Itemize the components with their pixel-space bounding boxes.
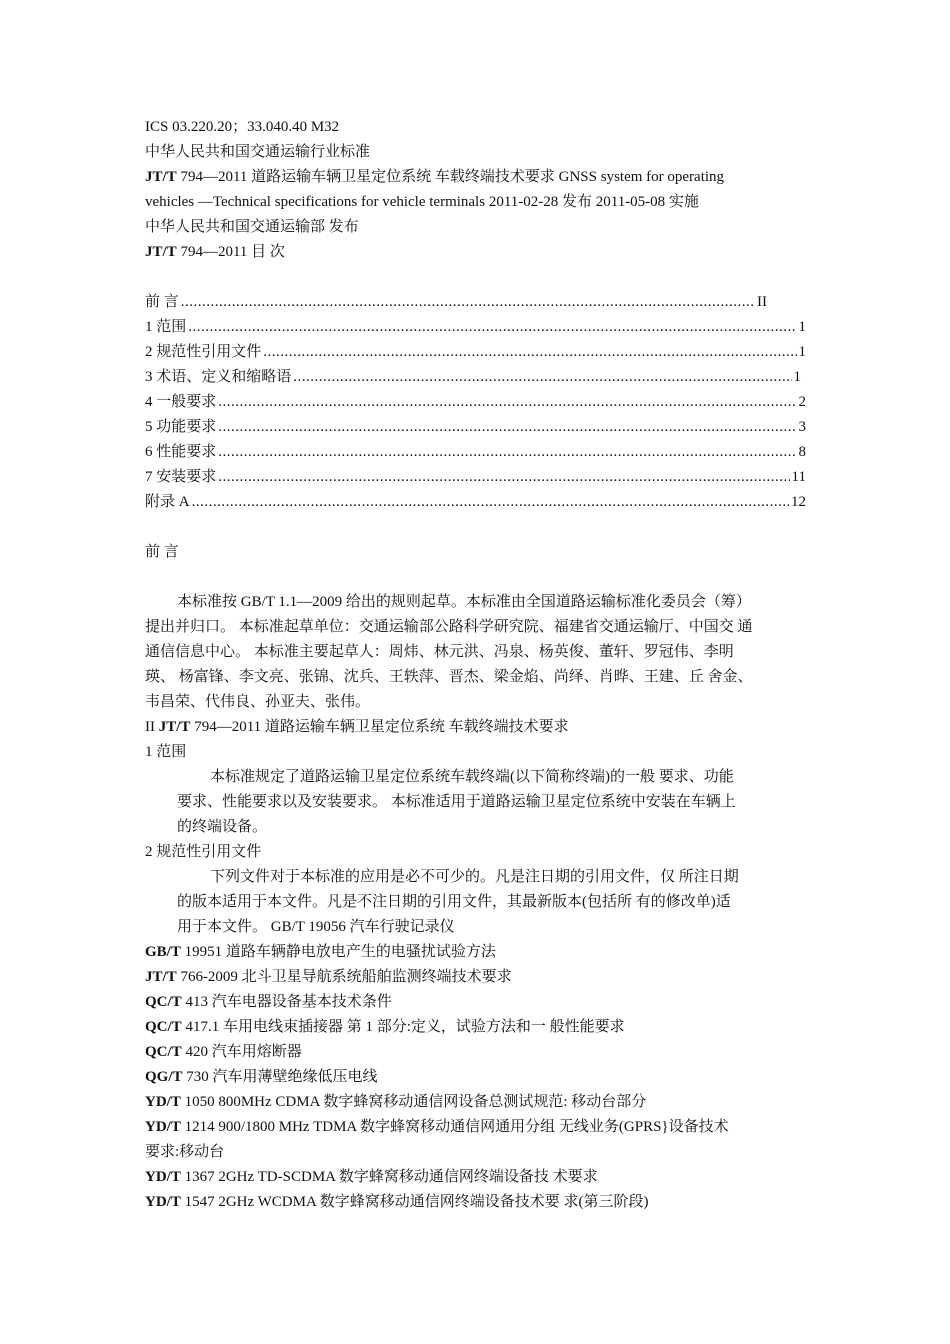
toc-leader xyxy=(181,292,755,312)
reference-text: 417.1 车用电线束插接器 第 1 部分:定义，试验方法和一 般性能要求 xyxy=(181,1019,625,1035)
reference-item xyxy=(145,967,512,987)
reference-text: 1547 2GHz WCDMA 数字蜂窝移动通信网终端设备技术要 求(第三阶段) xyxy=(180,1194,649,1210)
normative-heading: 2 规范性引用文件 xyxy=(145,844,262,860)
toc-entry[interactable] xyxy=(145,367,801,387)
reference-text: 730 汽车用薄壁绝缘低压电线 xyxy=(182,1069,378,1085)
reference-code: YD/T xyxy=(145,1119,181,1135)
normative-line: 下列文件对于本标准的应用是必不可少的。凡是注日期的引用文件，仅 所注日期 xyxy=(210,869,739,885)
toc-leader xyxy=(192,492,789,512)
normative-line: 用于本文件。 GB/T 19056 汽车行驶记录仪 xyxy=(177,919,455,935)
foreword-line: 韦昌荣、代伟良、孙亚夫、张伟。 xyxy=(145,694,371,710)
toc-entry-page: 1 xyxy=(798,344,806,360)
toc-entry-label: 3 术语、定义和缩略语 xyxy=(145,369,292,385)
toc-entry[interactable] xyxy=(145,442,806,462)
toc-entry-label: 前 言 xyxy=(145,294,179,310)
foreword-line: 瑛、 杨富锋、李文亮、张锦、沈兵、王轶萍、晋杰、梁金焰、尚绎、肖晔、王建、丘 舍金、 xyxy=(145,669,753,685)
issuer-line: 中华人民共和国交通运输部 发布 xyxy=(145,219,359,235)
reference-text: 413 汽车电器设备基本技术条件 xyxy=(181,994,392,1010)
standard-title: 794—2011 道路运输车辆卫星定位系统 车载终端技术要求 GNSS system for operating xyxy=(176,169,725,185)
toc-entry[interactable] xyxy=(145,467,806,487)
reference-item xyxy=(145,1092,646,1112)
reference-item xyxy=(145,1067,378,1087)
reference-item xyxy=(145,1042,302,1062)
reference-item xyxy=(145,1192,648,1212)
standard-code: JT/T xyxy=(145,169,177,185)
toc-entry-label: 6 性能要求 xyxy=(145,444,217,460)
toc-entry-label: 2 规范性引用文件 xyxy=(145,344,262,360)
toc-entry[interactable] xyxy=(145,492,806,512)
toc-entry-page: 2 xyxy=(798,394,806,410)
toc-leader xyxy=(218,392,796,412)
reference-item xyxy=(145,992,392,1012)
toc-entry-page: 1 xyxy=(793,369,801,385)
scope-line: 的终端设备。 xyxy=(177,819,268,835)
reference-text: 766-2009 北斗卫星导航系统船舶监测终端技术要求 xyxy=(176,969,512,985)
reference-text: 19951 道路车辆静电放电产生的电骚扰试验方法 xyxy=(180,944,496,960)
reference-code: YD/T xyxy=(145,1194,181,1210)
ics-line: ICS 03.220.20；33.040.40 M32 xyxy=(145,119,340,135)
page-number: II xyxy=(145,719,159,735)
toc-leader xyxy=(218,417,796,437)
toc-leader xyxy=(188,317,796,337)
reference-item xyxy=(145,1167,598,1187)
toc-entry[interactable] xyxy=(145,292,767,312)
reference-code: QC/T xyxy=(145,1019,182,1035)
scope-line: 要求、性能要求以及安装要求。 本标准适用于道路运输卫星定位系统中安装在车辆上 xyxy=(177,794,736,810)
toc-entry[interactable] xyxy=(145,392,806,412)
standard-title-line xyxy=(145,167,724,187)
toc-leader xyxy=(293,367,791,387)
running-header xyxy=(145,717,569,737)
toc-entry-page: 3 xyxy=(798,419,806,435)
reference-item xyxy=(145,942,496,962)
toc-entry-label: 1 范围 xyxy=(145,319,187,335)
reference-code: QC/T xyxy=(145,1044,182,1060)
reference-text: 1367 2GHz TD-SCDMA 数字蜂窝移动通信网终端设备技 术要求 xyxy=(180,1169,598,1185)
toc-entry-label: 7 安装要求 xyxy=(145,469,217,485)
toc-leader xyxy=(218,467,789,487)
reference-text: 1050 800MHz CDMA 数字蜂窝移动通信网设备总测试规范: 移动台部分 xyxy=(180,1094,647,1110)
standard-title-en-line: vehicles —Technical specifications for vehicle terminals 2011-02-28 发布 2011-05-08 实施 xyxy=(145,194,699,210)
reference-code: QC/T xyxy=(145,994,182,1010)
toc-entry-label: 4 一般要求 xyxy=(145,394,217,410)
reference-item xyxy=(145,1117,729,1137)
foreword-heading: 前 言 xyxy=(145,544,179,560)
running-header-title: 794—2011 道路运输车辆卫星定位系统 车载终端技术要求 xyxy=(190,719,569,735)
foreword-line: 通信信息中心。 本标准主要起草人：周炜、林元洪、冯泉、杨英俊、董轩、罗冠伟、李明 xyxy=(145,644,734,660)
toc-entry-label: 5 功能要求 xyxy=(145,419,217,435)
reference-code: QG/T xyxy=(145,1069,183,1085)
industry-standard-line: 中华人民共和国交通运输行业标准 xyxy=(145,144,371,160)
toc-standard-code: JT/T xyxy=(145,244,177,260)
toc-entry-page: 11 xyxy=(791,469,806,485)
toc-title-line xyxy=(145,242,285,262)
toc-entry[interactable] xyxy=(145,417,806,437)
foreword-line: 提出并归口。 本标准起草单位：交通运输部公路科学研究院、福建省交通运输厅、中国交 通 xyxy=(145,619,753,635)
reference-code: JT/T xyxy=(145,969,177,985)
running-header-code: JT/T xyxy=(158,719,191,735)
reference-code: YD/T xyxy=(145,1169,181,1185)
toc-entry-page: 8 xyxy=(798,444,806,460)
toc-entry[interactable] xyxy=(145,342,806,362)
toc-entry-page: II xyxy=(757,294,767,310)
scope-heading: 1 范围 xyxy=(145,744,187,760)
normative-line: 的版本适用于本文件。凡是不注日期的引用文件，其最新版本(包括所 有的修改单)适 xyxy=(177,894,731,910)
reference-text: 1214 900/1800 MHz TDMA 数字蜂窝移动通信网通用分组 无线业务(GPRS}设备技术 xyxy=(180,1119,729,1135)
reference-item xyxy=(145,1017,625,1037)
toc-leader xyxy=(263,342,796,362)
toc-entry-page: 12 xyxy=(791,494,806,510)
reference-item xyxy=(145,1142,224,1162)
toc-entry[interactable] xyxy=(145,317,806,337)
reference-text: 420 汽车用熔断器 xyxy=(181,1044,302,1060)
scope-line: 本标准规定了道路运输卫星定位系统车载终端(以下简称终端)的一般 要求、功能 xyxy=(210,769,734,785)
toc-leader xyxy=(218,442,796,462)
reference-text: 要求:移动台 xyxy=(145,1144,225,1160)
toc-title: 794—2011 目 次 xyxy=(176,244,285,260)
foreword-line: 本标准按 GB/T 1.1—2009 给出的规则起草。本标准由全国道路运输标准化委员会（筹） xyxy=(177,594,751,610)
reference-code: YD/T xyxy=(145,1094,181,1110)
toc-entry-label: 附录 A xyxy=(145,494,190,510)
toc-entry-page: 1 xyxy=(798,319,806,335)
reference-code: GB/T xyxy=(145,944,181,960)
